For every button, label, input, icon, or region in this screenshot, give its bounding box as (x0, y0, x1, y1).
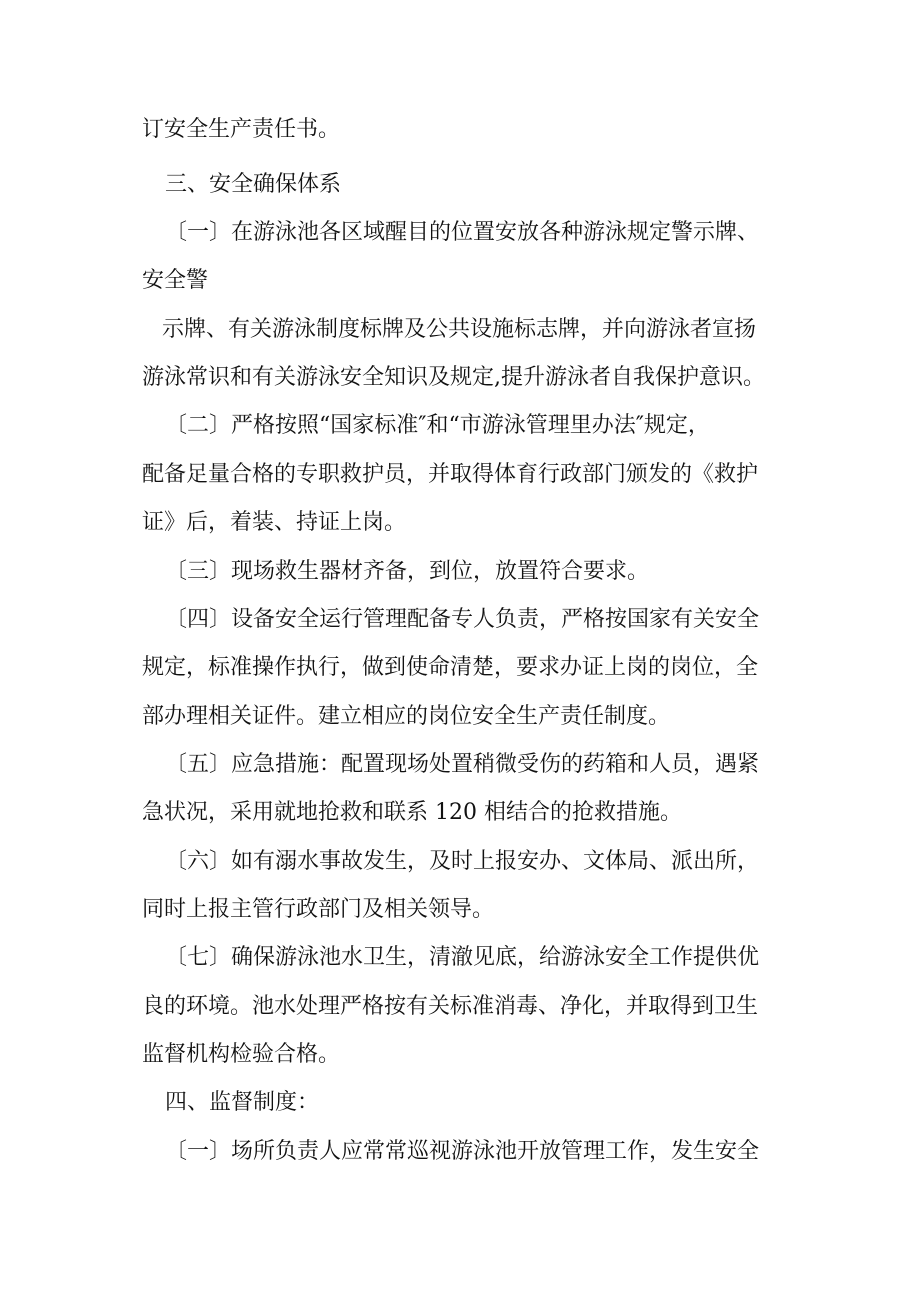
text-line: 证》后，着装、持证上岗。 (142, 510, 407, 535)
text-line: 部办理相关证件。建立相应的岗位安全生产责任制度。 (142, 704, 671, 729)
text-line: 良的环境。池水处理严格按有关标准消毒、净化，并取得到卫生 (142, 994, 759, 1019)
text-line: 〔一〕在游泳池各区域醒目的位置安放各种游泳规定警示牌、 (165, 220, 760, 245)
text-line: 〔六〕如有溺水事故发生，及时上报安办、文体局、派出所， (165, 849, 760, 874)
text-line: 游泳常识和有关游泳安全知识及规定,提升游泳者自我保护意识。 (142, 365, 765, 390)
text-line: 〔四〕设备安全运行管理配备专人负责，严格按国家有关安全 (165, 607, 760, 632)
text-line: 示牌、有关游泳制度标牌及公共设施标志牌，并向游泳者宣扬 (162, 317, 757, 342)
text-line: 急状况，采用就地抢救和联系 120 相结合的抢救措施。 (142, 800, 682, 825)
text-line: 监督机构检验合格。 (142, 1042, 341, 1067)
text-line: 安全警 (142, 268, 209, 293)
text-line: 〔一〕场所负责人应常常巡视游泳池开放管理工作，发生安全 (165, 1139, 760, 1164)
text-line: 〔七〕确保游泳池水卫生，清澈见底，给游泳安全工作提供优 (165, 945, 760, 970)
text-line: 订安全生产责任书。 (142, 117, 341, 142)
text-line: 〔五〕应急措施：配置现场处置稍微受伤的药箱和人员，遇紧 (165, 752, 760, 777)
text-line: 〔二〕严格按照“国家标准″和“市游泳管理里办法″规定， (165, 413, 710, 438)
text-line: 配备足量合格的专职救护员，并取得体育行政部门颁发的《救护 (142, 462, 759, 487)
text-line: 〔三〕现场救生器材齐备，到位，放置符合要求。 (165, 559, 650, 584)
text-line: 同时上报主管行政部门及相关领导。 (142, 897, 495, 922)
text-line: 规定，标准操作执行，做到使命清楚，要求办证上岗的岗位，全 (142, 655, 759, 680)
section-heading: 三、安全确保体系 (165, 172, 342, 197)
section-heading: 四、监督制度： (165, 1090, 320, 1115)
